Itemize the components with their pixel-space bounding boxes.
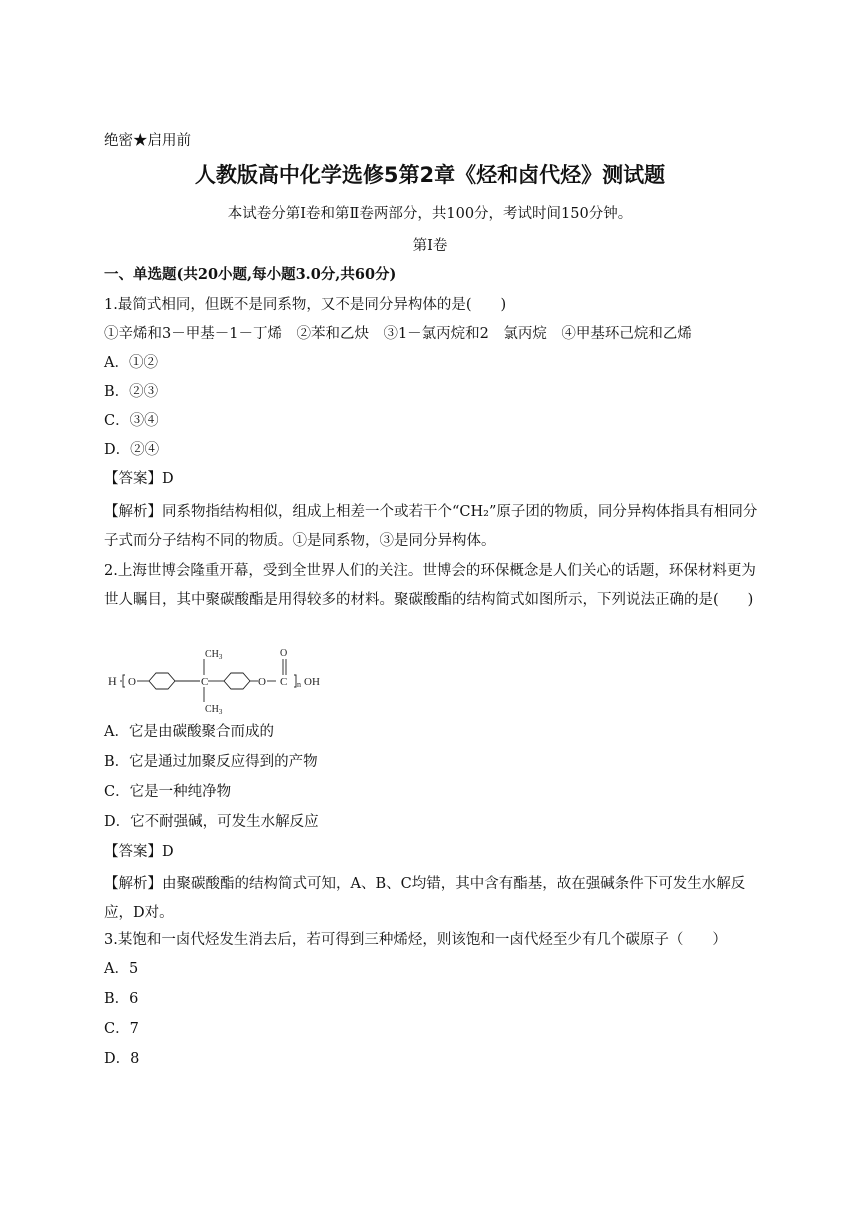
question-2-option-d: D．它不耐强碱，可发生水解反应 <box>104 814 319 830</box>
page-title: 人教版高中化学选修5第2章《烃和卤代烃》测试题 <box>194 163 666 187</box>
structure-label-o1: O <box>128 676 136 688</box>
analysis-tag: 【解析】 <box>104 876 162 892</box>
question-3-option-a: A．5 <box>104 961 139 977</box>
analysis-text: 由聚碳酸酯的结构简式可知，A、B、C均错，其中含有酯基，故在强碱条件下可发生水解反应，D对。 <box>104 876 746 921</box>
question-1-analysis <box>104 498 759 556</box>
question-1-stem: 1.最简式相同，但既不是同系物，又不是同分异构体的是( ) <box>104 297 507 313</box>
question-3-option-b: B．6 <box>104 991 139 1007</box>
question-1-answer <box>104 469 174 489</box>
question-2-answer <box>104 842 174 862</box>
structure-label-h: H <box>108 674 117 688</box>
volume-heading: 第Ⅰ卷 <box>412 238 448 254</box>
structure-label-o3: O <box>280 648 288 659</box>
exam-description: 本试卷分第Ⅰ卷和第Ⅱ卷两部分，共100分，考试时间150分钟。 <box>227 206 633 222</box>
question-1-option-c: C．③④ <box>104 413 159 429</box>
structure-label-c2: C <box>280 676 288 688</box>
answer-tag: 【答案】 <box>104 844 162 860</box>
question-1-items: ①辛烯和3－甲基－1－丁烯 ②苯和乙炔 ③1－氯丙烷和2 氯丙烷 ④甲基环己烷和乙烯 <box>104 326 692 342</box>
question-3-option-d: D．8 <box>104 1051 140 1067</box>
answer-tag: 【答案】 <box>104 471 162 487</box>
structure-label-o2: O <box>258 676 266 688</box>
structure-label-n: n <box>297 680 301 689</box>
question-3-option-c: C．7 <box>104 1021 139 1037</box>
structure-label-c: C <box>201 676 209 688</box>
question-2-option-b: B．它是通过加聚反应得到的产物 <box>104 754 318 770</box>
confidential-label: 绝密★启用前 <box>104 133 191 149</box>
answer-value: D <box>162 844 174 860</box>
answer-value: D <box>162 471 174 487</box>
question-2-option-a: A．它是由碳酸聚合而成的 <box>104 724 274 740</box>
structure-label-ch3-bottom: $CH_3$ <box>205 704 223 715</box>
polycarbonate-structure-diagram <box>104 645 354 715</box>
structure-label-oh: OH <box>304 676 320 688</box>
analysis-tag: 【解析】 <box>104 504 162 520</box>
question-2-option-c: C．它是一种纯净物 <box>104 784 232 800</box>
question-1-option-d: D．②④ <box>104 442 160 458</box>
question-1-option-a: A．①② <box>104 355 158 371</box>
section-heading: 一、单选题(共20小题,每小题3.0分,共60分) <box>104 266 397 283</box>
analysis-text: 同系物指结构相似，组成上相差一个或若干个“CH₂”原子团的物质，同分异构体指具有相同分子式而分子结构不同的物质。①是同系物，③是同分异构体。 <box>104 504 758 549</box>
question-2-analysis <box>104 870 759 928</box>
structure-label-ch3-top: $CH_3$ <box>205 649 223 661</box>
question-1-option-b: B．②③ <box>104 384 159 400</box>
question-3-stem: 3.某饱和一卤代烃发生消去后，若可得到三种烯烃，则该饱和一卤代烃至少有几个碳原子（ ） <box>104 932 727 948</box>
question-2-stem: 2.上海世博会隆重开幕，受到全世界人们的关注。世博会的环保概念是人们关心的话题，环保材料更为世人瞩目，其中聚碳酸酯是用得较多的材料。聚碳酸酯的结构简式如图所示，下列说法正确的是( ) <box>104 563 756 608</box>
